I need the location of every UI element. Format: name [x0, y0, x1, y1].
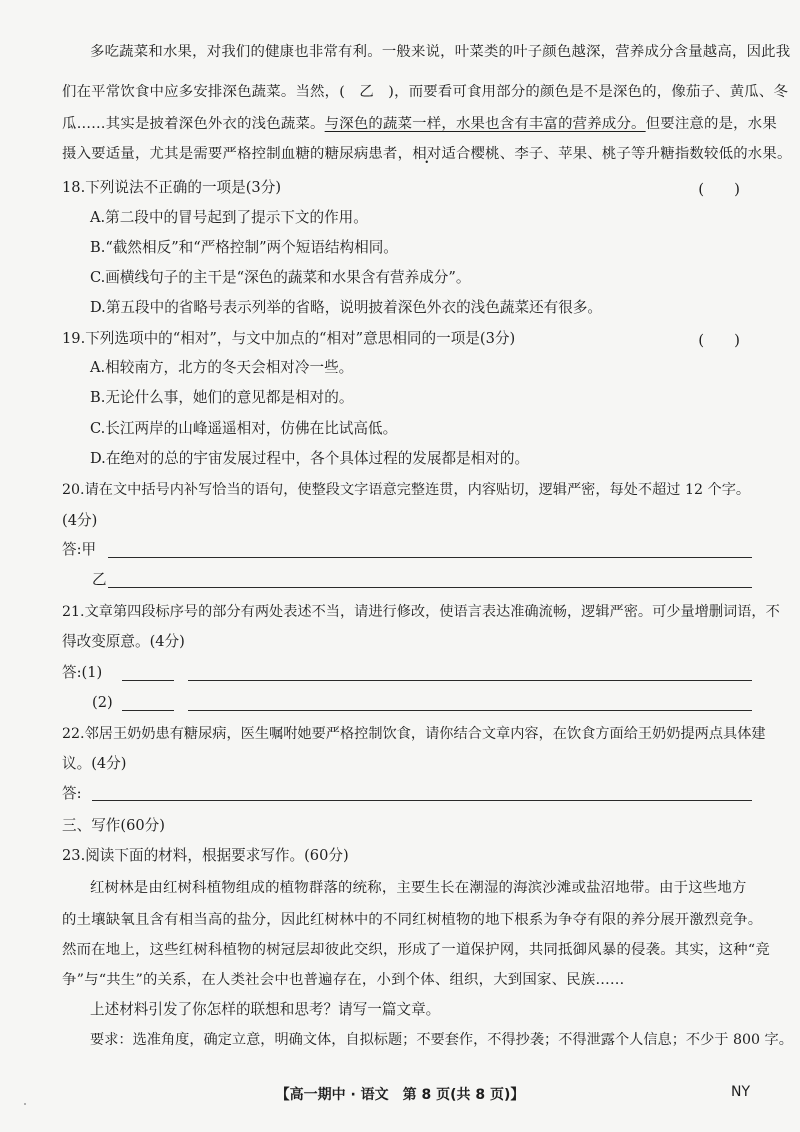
- q21-label-1: (1): [81, 664, 103, 681]
- q20-answer-line-jia[interactable]: [108, 557, 752, 558]
- q23-stem: 23.阅读下面的材料，根据要求写作。(60分): [62, 847, 349, 864]
- passage-line-4: [62, 144, 792, 164]
- q19-option-a: A.相较南方，北方的冬天会相对冷一些。: [90, 359, 354, 376]
- q19-option-c: C.长江两岸的山峰遥遥相对，仿佛在比试高低。: [90, 420, 398, 437]
- passage-line-2: [62, 82, 789, 102]
- material-line-1: 红树林是由红树科植物组成的植物群落的统称，主要生长在潮湿的海滨沙滩或盐沼地带。由于这些地方: [90, 880, 747, 896]
- dotted-word: 相对: [412, 146, 442, 162]
- writing-requirements: 要求：选准角度，确定立意，明确文体，自拟标题；不要套作，不得抄袭；不得泄露个人信息；不少于 800 字。: [90, 1032, 793, 1048]
- passage-text: 适合樱桃、李子、苹果、桃子等升糖指数较低的水果。: [441, 146, 792, 162]
- q22-stem-line-1: 22.邻居王奶奶患有糖尿病，医生嘱咐她要严格控制饮食，请你结合文章内容，在饮食方面给王奶奶提两点具体建: [62, 726, 766, 742]
- q21-answer-short-1[interactable]: [122, 680, 174, 681]
- q18-option-a: A.第二段中的冒号起到了提示下文的作用。: [90, 209, 368, 226]
- underlined-sentence: 与深色的蔬菜一样，水果也含有丰富的营养成分。: [324, 116, 646, 132]
- passage-text: 但要注意的是，水果: [645, 116, 777, 132]
- writing-prompt: 上述材料引发了你怎样的联想和思考？请写一篇文章。: [90, 1001, 441, 1018]
- q18-option-d: D.第五段中的省略号表示列举的省略，说明披着深色外衣的浅色蔬菜还有很多。: [90, 299, 603, 316]
- q21-answer-long-1[interactable]: [188, 680, 752, 681]
- q22-answer-line[interactable]: [92, 800, 752, 801]
- q18-option-c: C.画横线句子的主干是“深色的蔬菜和水果含有营养成分”。: [90, 269, 471, 286]
- q22-answer-label: 答:: [62, 785, 82, 802]
- q18-stem: 18.下列说法不正确的一项是(3分): [62, 179, 282, 196]
- passage-text: )，而要看可食用部分的颜色是不是深色的，像茄子、黄瓜、冬: [388, 84, 789, 100]
- scan-speck: [24, 1103, 26, 1105]
- answer-label: 答:: [62, 664, 82, 681]
- paper-code: NY: [730, 1084, 750, 1100]
- passage-text: 瓜……其实是披着深色外衣的浅色蔬菜。: [62, 116, 325, 132]
- q21-answer-label: [62, 663, 102, 683]
- q20-stem-line-2: (4分): [62, 512, 98, 529]
- q21-stem-line-1: 21.文章第四段标序号的部分有两处表述不当，请进行修改，使语言表达准确流畅，逻辑严密。可少量增删词语，不: [62, 604, 780, 620]
- q21-answer-long-2[interactable]: [188, 710, 752, 711]
- page-footer: 【高一期中 · 语文 第 8 页(共 8 页)】: [275, 1087, 525, 1103]
- q20-label-jia: 甲: [81, 541, 97, 558]
- material-line-2: 的土壤缺氧且含有相当高的盐分，因此红树林中的不同红树植物的地下根系为争夺有限的养分展开激烈竞争。: [62, 912, 763, 928]
- material-line-3: 然而在地上，这些红树科植物的树冠层却彼此交织，形成了一道保护网，共同抵御风暴的侵袭。其实，这种“竞: [62, 942, 770, 958]
- q20-answer-line-yi[interactable]: [108, 587, 752, 588]
- q18-option-b: B.“截然相反”和“严格控制”两个短语结构相同。: [90, 239, 398, 256]
- q21-label-2: (2): [92, 694, 113, 711]
- q21-answer-short-2[interactable]: [122, 710, 174, 711]
- material-line-4: 争”与“共生”的关系，在人类社会中也普遍存在，小到个体、组织，大到国家、民族……: [62, 972, 625, 988]
- q19-option-d: D.在绝对的总的宇宙发展过程中，各个具体过程的发展都是相对的。: [90, 450, 530, 467]
- answer-label: 答:: [62, 541, 82, 558]
- q20-answer-label: [62, 540, 96, 560]
- q19-answer-paren[interactable]: ( ): [698, 331, 740, 349]
- q18-answer-paren[interactable]: ( ): [698, 180, 740, 198]
- q19-option-b: B.无论什么事，她们的意见都是相对的。: [90, 389, 354, 406]
- q21-stem-line-2: 得改变原意。(4分): [62, 633, 185, 650]
- q20-label-yi: 乙: [92, 571, 107, 588]
- q22-stem-line-2: 议。(4分): [62, 755, 127, 772]
- q20-stem-line-1: 20.请在文中括号内补写恰当的语句，使整段文字语意完整连贯，内容贴切，逻辑严密，每处不超过 12 个字。: [62, 482, 751, 498]
- q19-stem: 19.下列选项中的“相对”，与文中加点的“相对”意思相同的一项是(3分): [62, 330, 516, 347]
- passage-line-3: [62, 114, 777, 134]
- passage-text: 摄入要适量，尤其是需要严格控制血糖的糖尿病患者，: [62, 146, 413, 162]
- blank-mark-yi: 乙: [359, 84, 374, 100]
- section-3-heading: 三、写作(60分): [62, 817, 165, 834]
- passage-line-1: 多吃蔬菜和水果，对我们的健康也非常有利。一般来说，叶菜类的叶子颜色越深，营养成分含量越高，因此我: [90, 44, 791, 60]
- passage-text: 们在平常饮食中应多安排深色蔬菜。当然，(: [62, 84, 346, 100]
